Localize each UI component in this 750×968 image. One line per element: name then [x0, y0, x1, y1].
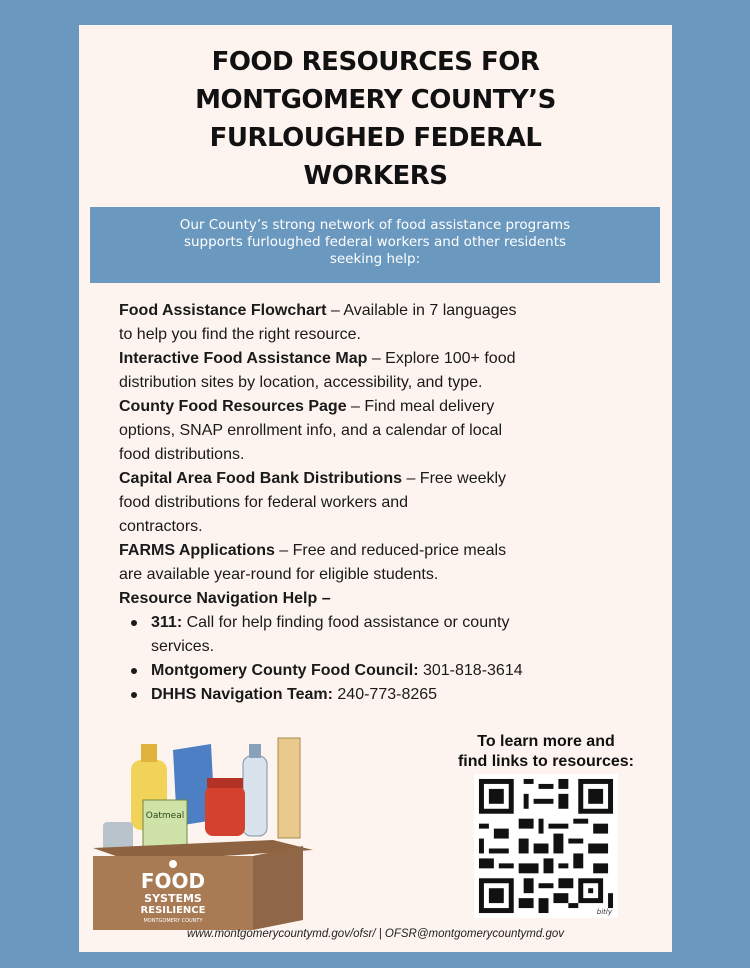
- oatmeal-label: Oatmeal: [145, 811, 185, 821]
- bullet-icon: [131, 668, 137, 674]
- intro-banner: [90, 207, 660, 283]
- food-box-illustration: [93, 730, 313, 930]
- bullet-icon: [131, 692, 137, 698]
- help-label: 311:: [151, 614, 183, 631]
- help-desc: Call for help finding food assistance or county: [182, 614, 510, 631]
- oatmeal-box-icon: [143, 800, 187, 850]
- flyer-title: [79, 43, 672, 195]
- resource-label: Capital Area Food Bank Distributions: [119, 470, 402, 487]
- qr-code[interactable]: [474, 774, 618, 918]
- resource-list: [119, 299, 659, 707]
- resource-desc-line: contractors.: [119, 518, 203, 535]
- resource-label: Interactive Food Assistance Map: [119, 350, 368, 367]
- help-phone: 301-818-3614: [418, 662, 523, 679]
- resource-map: [119, 347, 659, 371]
- water-bottle-icon: [243, 756, 267, 836]
- banner-line: supports furloughed federal workers and other residents: [183, 234, 567, 250]
- title-line: MONTGOMERY COUNTY’S: [195, 85, 556, 115]
- resource-county-page: [119, 395, 659, 419]
- resource-desc-line: food distributions.: [119, 446, 245, 463]
- learn-line: To learn more and: [477, 733, 615, 750]
- banner-line: Our County’s strong network of food assistance programs: [179, 217, 571, 233]
- resource-desc: – Free weekly: [402, 470, 507, 487]
- help-list: [119, 611, 659, 707]
- resource-desc: –: [317, 590, 331, 607]
- logo-systems: SYSTEMS: [144, 892, 202, 905]
- learn-line: find links to resources:: [457, 753, 635, 770]
- resource-label: County Food Resources Page: [119, 398, 347, 415]
- title-line: WORKERS: [303, 161, 448, 191]
- help-item-dhhs: [119, 683, 659, 707]
- banner-line: seeking help:: [329, 251, 421, 267]
- help-label: DHHS Navigation Team:: [151, 686, 333, 703]
- logo-food: FOOD: [140, 869, 206, 893]
- resource-label: Resource Navigation Help: [119, 590, 318, 607]
- resource-cafb: [119, 467, 659, 491]
- resource-desc-line: options, SNAP enrollment info, and a calendar of local: [119, 422, 503, 439]
- resource-flowchart: [119, 299, 659, 323]
- footer-contact[interactable]: www.montgomerycountymd.gov/ofsr/ | OFSR@montgomerycountymd.gov: [186, 928, 565, 940]
- resource-label: FARMS Applications: [119, 542, 275, 559]
- title-line: FOOD RESOURCES FOR: [211, 47, 540, 77]
- jar-icon: [205, 786, 245, 836]
- resource-desc: – Available in 7 languages: [326, 302, 517, 319]
- qr-code-icon: [474, 774, 618, 918]
- help-desc-line: services.: [151, 638, 215, 655]
- resource-farms: [119, 539, 659, 563]
- resource-desc-line: to help you find the right resource.: [119, 326, 361, 343]
- resource-desc: – Free and reduced-price meals: [274, 542, 507, 559]
- resource-desc-line: are available year-round for eligible students.: [119, 566, 439, 583]
- bitly-label: bitly: [596, 908, 612, 916]
- resource-label: Food Assistance Flowchart: [119, 302, 327, 319]
- leaf-icon: [169, 860, 177, 868]
- resource-desc: – Explore 100+ food: [367, 350, 516, 367]
- learn-more-text: [431, 732, 661, 772]
- flyer-card: [79, 25, 672, 952]
- logo-county: MONTGOMERY COUNTY: [143, 918, 203, 924]
- resource-navigation: [119, 587, 659, 611]
- resource-desc: – Find meal delivery: [346, 398, 495, 415]
- resource-desc-line: food distributions for federal workers and: [119, 494, 409, 511]
- title-line: FURLOUGHED FEDERAL: [209, 123, 542, 153]
- help-item-food-council: [119, 659, 659, 683]
- help-phone: 240-773-8265: [332, 686, 438, 703]
- logo-resilience: RESILIENCE: [140, 905, 206, 916]
- help-item-311: [119, 611, 659, 659]
- help-label: Montgomery County Food Council:: [151, 662, 419, 679]
- resource-desc-line: distribution sites by location, accessibility, and type.: [119, 374, 483, 391]
- bullet-icon: [131, 620, 137, 626]
- pasta-icon: [278, 738, 300, 838]
